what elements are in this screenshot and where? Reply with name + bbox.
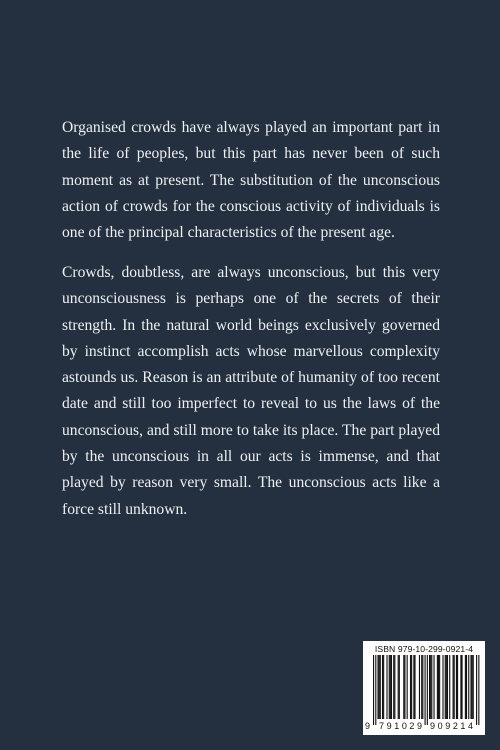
barcode-bar xyxy=(442,655,443,719)
barcode-bar xyxy=(473,655,474,719)
barcode-bar xyxy=(386,655,387,719)
barcode-bar xyxy=(437,655,438,719)
barcode-bar xyxy=(472,655,473,719)
barcode-bar xyxy=(456,655,457,719)
barcode-bar xyxy=(425,655,426,725)
barcode-bar xyxy=(466,655,467,719)
barcode-bar xyxy=(438,655,439,719)
barcode-bar xyxy=(421,655,422,719)
barcode-bar xyxy=(389,655,390,719)
barcode-bar xyxy=(413,655,414,719)
barcode-bar xyxy=(430,655,431,719)
barcode-bar xyxy=(433,655,434,719)
barcode-bar xyxy=(414,655,415,719)
isbn-label: ISBN 979-10-299-0921-4 xyxy=(374,644,474,654)
barcode-bar xyxy=(407,655,408,719)
barcode-bar xyxy=(390,655,391,719)
barcode-bar xyxy=(422,655,423,719)
barcode-bar xyxy=(411,655,412,719)
barcode-bar xyxy=(391,655,392,719)
barcode-bar xyxy=(478,655,479,725)
barcode-bar xyxy=(431,655,432,719)
barcode-bar xyxy=(383,655,384,719)
barcode-bar xyxy=(461,655,462,719)
barcode-bar xyxy=(453,655,454,719)
barcode-bar xyxy=(449,655,450,719)
barcode-bar xyxy=(447,655,448,719)
barcode-bar xyxy=(454,655,455,719)
blurb-paragraph-2: Crowds, doubtless, are always unconscious, but this very unconsciousness is perhaps one of the secrets of their strength. In the natural world beings exclusively governed by instinct accomplish acts whose marvellous complexity astounds us. Reason is an attribute of humanity of too recent date and still too imperfect to reveal to us the laws of the unconscious, and still more to take its place. The part played by the unconscious in all our acts is immense, and that played by reason very small. The unconscious acts like a force still unknown. xyxy=(62,264,440,518)
barcode-bar xyxy=(468,655,469,719)
barcode-digit-first: 9 xyxy=(365,721,371,731)
barcode-bar xyxy=(446,655,447,719)
barcode-bar xyxy=(460,655,461,719)
barcode-bar xyxy=(476,655,477,725)
barcode-bar xyxy=(457,655,458,719)
barcode-digits-right: 909214 xyxy=(430,721,476,731)
barcode-bar xyxy=(427,655,428,725)
barcode-bar xyxy=(470,655,471,719)
barcode-bar xyxy=(429,655,430,719)
barcode-bar xyxy=(403,655,404,719)
barcode-bar xyxy=(380,655,381,719)
barcode-bar xyxy=(399,655,400,719)
barcode-bar xyxy=(398,655,399,719)
barcode-bar xyxy=(373,655,374,725)
barcode-bar xyxy=(375,655,376,725)
barcode-bar xyxy=(394,655,395,719)
barcode-bar xyxy=(419,655,420,719)
barcode-bar xyxy=(445,655,446,719)
barcode-bar xyxy=(404,655,405,719)
barcode-bar xyxy=(377,655,378,719)
barcode-bar xyxy=(439,655,440,719)
barcode-bar xyxy=(379,655,380,719)
barcode-digits-left: 791029 xyxy=(379,721,425,731)
barcode-bar xyxy=(382,655,383,719)
blurb-paragraph-1: Organised crowds have always played an important part in the life of peoples, but this part has never been of such moment as at present. The substitution of the unconscious action of crowds for the conscious activity of individuals is one of the principal characteristics of the present age. xyxy=(62,119,440,242)
isbn-barcode xyxy=(363,641,485,735)
barcode-bar xyxy=(393,655,394,719)
barcode-bar xyxy=(410,655,411,719)
barcode-bar xyxy=(465,655,466,719)
